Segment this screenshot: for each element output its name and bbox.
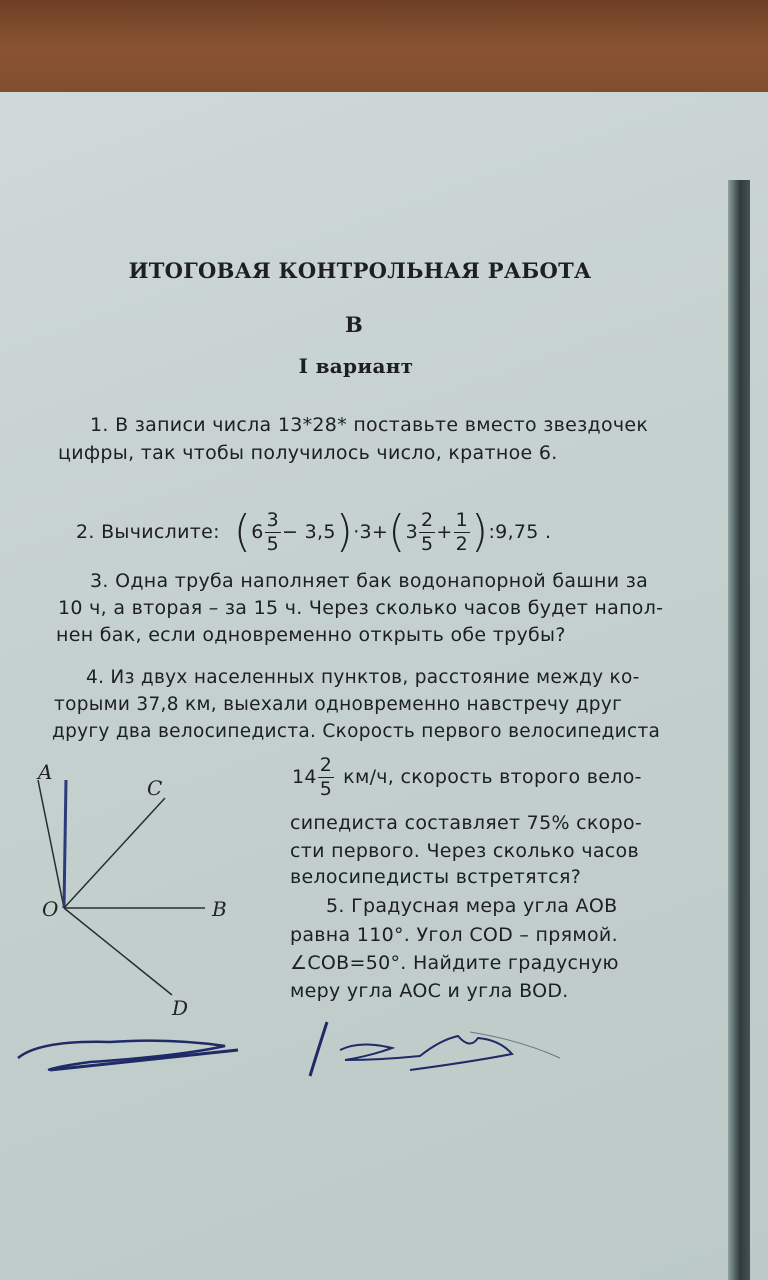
variant-letter: В	[344, 312, 364, 337]
document-title: ИТОГОВАЯ КОНТРОЛЬНАЯ РАБОТА	[128, 258, 592, 283]
task4-line6: сти первого. Через сколько часов	[290, 840, 639, 862]
ray-oa	[38, 780, 64, 908]
task3-line3: нен бак, если одновременно открыть обе трубы?	[56, 624, 566, 646]
variant-label: I вариант	[298, 354, 414, 378]
fraction-denominator: 5	[266, 532, 280, 555]
label-a: A	[38, 760, 53, 784]
task4-line2: торыми 37,8 км, выехали одновременно навстречу друг	[54, 694, 623, 715]
ray-od	[64, 908, 172, 995]
task4-line7: велосипедисты встретятся?	[290, 866, 582, 888]
fraction-numerator: 1	[455, 508, 469, 531]
label-d: D	[172, 996, 189, 1020]
expr-mult: ·3+	[353, 521, 389, 543]
paren-open: (	[388, 506, 406, 557]
book-binding	[728, 180, 750, 1280]
expr-whole1: 6	[251, 521, 264, 543]
fraction-numerator: 3	[266, 508, 280, 531]
paren-open: (	[233, 506, 252, 557]
label-b: B	[212, 897, 227, 921]
fraction-numerator: 2	[421, 508, 434, 531]
expr-minus: − 3,5	[282, 521, 336, 543]
fraction-denominator: 5	[421, 532, 434, 555]
fraction-2-5	[419, 508, 435, 555]
paren-close: )	[471, 506, 489, 557]
fraction-denominator: 2	[455, 532, 469, 555]
task5-line4: меру угла AOC и угла BOD.	[290, 980, 569, 1002]
expr-tail: :9,75 .	[488, 521, 552, 543]
ray-oc	[64, 798, 165, 908]
task5-line1: 5. Градусная мера угла АОВ	[326, 895, 618, 917]
task3-line1: 3. Одна труба наполняет бак водонапорной башни за	[90, 570, 649, 592]
pen-mark	[64, 780, 66, 908]
task5-line2: равна 110°. Угол COD – прямой.	[290, 924, 618, 946]
paren-close: )	[335, 506, 354, 557]
task1-line1: 1. В записи числа 13*28* поставьте вместо звездочек	[90, 414, 649, 436]
speed-whole: 14	[292, 766, 317, 788]
fraction-1-2	[454, 508, 470, 555]
task4-line1: 4. Из двух населенных пунктов, расстояние между ко-	[86, 667, 640, 688]
label-o: O	[42, 897, 59, 921]
pen-scribbles	[0, 1010, 768, 1110]
fraction-3-5	[265, 508, 281, 555]
expr-whole2: 3	[405, 521, 418, 543]
label-c: C	[147, 776, 163, 800]
task4-line3: другу два велосипедиста. Скорость первого велосипедиста	[52, 721, 661, 742]
fraction-denominator: 5	[319, 777, 333, 800]
task2-label: 2. Вычислите:	[76, 521, 220, 543]
fraction-numerator: 2	[319, 753, 333, 776]
speed-rest: км/ч, скорость второго вело-	[343, 766, 642, 788]
task5-line3: ∠COB=50°. Найдите градусную	[290, 952, 619, 974]
expr-plus: +	[436, 521, 453, 543]
task4-line5: сипедиста составляет 75% скоро-	[290, 812, 643, 834]
fraction-speed	[318, 753, 334, 800]
task2	[76, 497, 551, 567]
task1-line2: цифры, так чтобы получилось число, кратное 6.	[58, 442, 558, 464]
task4-line4	[292, 752, 642, 802]
task3-line2: 10 ч, а вторая – за 15 ч. Через сколько часов будет напол-	[58, 597, 664, 619]
